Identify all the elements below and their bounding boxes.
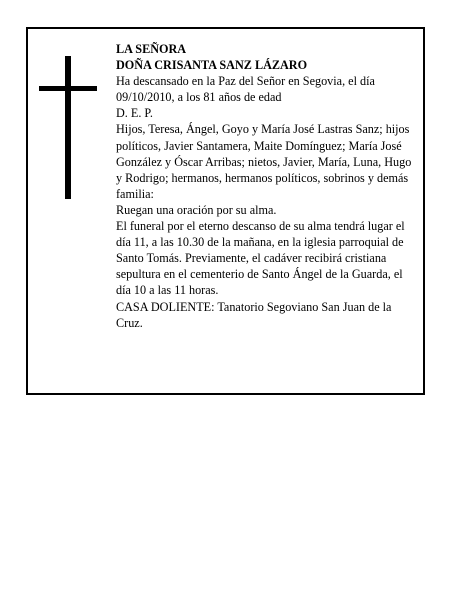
deceased-name: DOÑA CRISANTA SANZ LÁZARO <box>116 58 308 73</box>
prayer-request: Ruegan una oración por su alma. <box>116 202 277 217</box>
funeral-home: CASA DOLIENTE: Tanatorio Segoviano San Juan de la Cruz. <box>116 299 392 330</box>
rest-in-peace: D. E. P. <box>116 106 153 121</box>
death-announcement: Ha descansado en la Paz del Señor en Segovia, el día 09/10/2010, a los 81 años de edad <box>116 74 375 105</box>
obituary-notice <box>26 27 425 395</box>
cross-vertical-bar <box>65 56 71 199</box>
notice-body <box>116 41 420 331</box>
funeral-details: El funeral por el eterno descanso de su alma tendrá lugar el día 11, a las 10.30 de la mañana, en la iglesia parroquial de Santo Tomás. Previamente, el cadáver recibirá cristiana sepultura en el cementerio de Santo Ángel de la Guarda, el día 10 a las 11 horas. <box>116 219 405 298</box>
family-list: Hijos, Teresa, Ángel, Goyo y María José Lastras Sanz; hijos políticos, Javier Santamera, Maite Domínguez; María José González y Óscar Arribas; nietos, Javier, María, Luna, Hugo y Rodrigo; hermanos, hermanos políticos, sobrinos y demás familia: <box>116 122 412 201</box>
notice-title: LA SEÑORA <box>116 42 187 56</box>
latin-cross-icon <box>39 56 97 199</box>
cross-horizontal-bar <box>39 86 97 91</box>
